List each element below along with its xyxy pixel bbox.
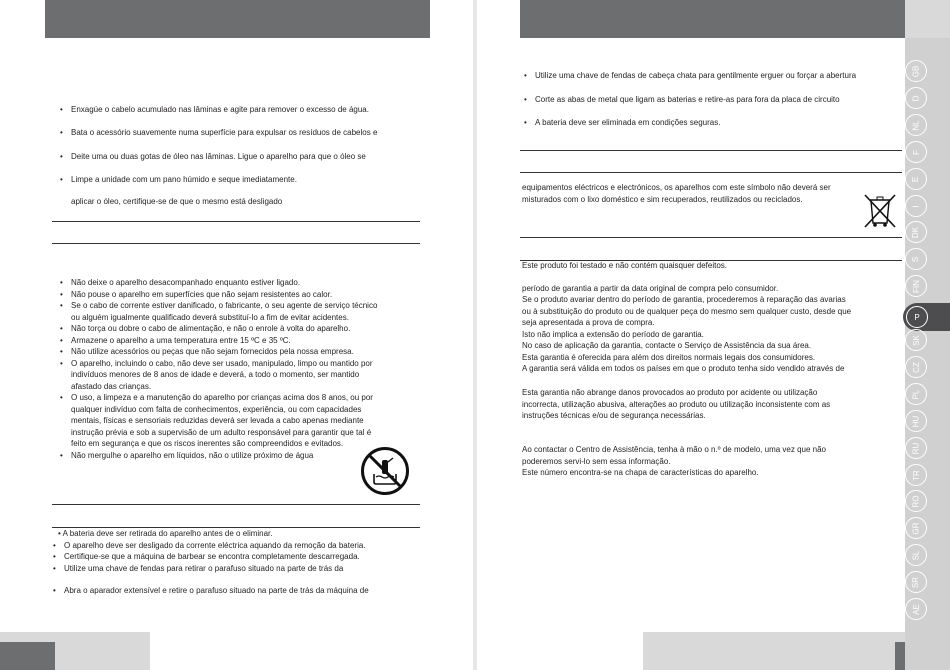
language-tab-label: I: [911, 204, 921, 208]
safety-line: mentais, físicas e sensoriais reduzidas deverá ser levada a cabo apenas mediante: [71, 416, 364, 425]
language-tab-hu[interactable]: [905, 410, 927, 432]
language-tab-label: RO: [911, 495, 921, 507]
language-tab-d[interactable]: [905, 87, 927, 109]
safety-line: • Armazene o aparelho a uma temperatura entre 15 ºC e 35 ºC.: [71, 335, 291, 347]
language-tab-label: SR: [911, 576, 921, 588]
language-tab-e[interactable]: [905, 168, 927, 190]
language-tab-tr[interactable]: [905, 464, 927, 486]
left-page-number-block: [0, 642, 55, 670]
language-tab-label: SL: [911, 550, 921, 560]
safety-line: ou alguém igualmente qualificado deverá substituí-lo a fim de evitar acidentes.: [71, 313, 349, 322]
language-tab-gr[interactable]: [905, 517, 927, 539]
warranty-line: período de garantia a partir da data original de compra pelo consumidor.: [522, 284, 779, 293]
battery-line: • Utilize uma chave de fendas de cabeça chata para gentilmente erguer ou forçar a abertura: [535, 70, 856, 82]
battery-line: • Certifique-se que a máquina de barbear se encontra completamente descarregada.: [64, 551, 360, 563]
language-tab-dk[interactable]: [905, 221, 927, 243]
language-tab-label: CZ: [911, 361, 921, 373]
cleaning-bullet: • Deite uma ou duas gotas de óleo nas lâminas. Ligue o aparelho para que o óleo se: [71, 151, 366, 163]
language-tab-label: TR: [911, 469, 921, 481]
safety-line: instrução prévia e sob a supervisão de um adulto responsável para garantir que tal é: [71, 428, 372, 437]
warranty-line: instruções técnicas e/ou de segurança necessárias.: [522, 411, 706, 420]
warranty-line: Isto não implica a extensão do período de garantia.: [522, 330, 704, 339]
cleaning-bullet: • Enxagúe o cabelo acumulado nas lâminas e agite para remover o excesso de água.: [71, 104, 369, 116]
safety-line: • O aparelho, incluindo o cabo, não deve ser usado, manipulado, limpo ou mantido por: [71, 358, 373, 370]
language-tab-label: S: [911, 256, 921, 262]
safety-line: • Se o cabo de corrente estiver danificado, o fabricante, o seu agente de serviço técnico: [71, 300, 377, 312]
battery-line: • Corte as abas de metal que ligam as baterias e retire-as para fora da placa de circuito: [535, 94, 840, 106]
warranty-line: ou à substituição do produto ou de qualquer peça do mesmo sem qualquer custo, desde que: [522, 307, 852, 316]
language-tab-label: HU: [911, 415, 921, 427]
safety-line: • Não torça ou dobre o cabo de alimentação, e não o enrole à volta do aparelho.: [71, 323, 350, 335]
safety-line: feito em segurança e que os riscos inerentes são compreendidos e evitados.: [71, 439, 344, 448]
language-tab-label: FIN: [911, 279, 921, 293]
warranty-line: poderemos servi-lo sem essa informação.: [522, 457, 671, 466]
language-tab-label: GB: [911, 65, 921, 77]
right-footer-bar: [643, 632, 905, 670]
language-tab-nl[interactable]: [905, 114, 927, 136]
warranty-line: No caso de aplicação da garantia, contacte o Serviço de Assistência da sua área.: [522, 341, 812, 350]
section-rule: [52, 243, 420, 244]
page-gutter: [473, 0, 477, 670]
safety-line: afastado das crianças.: [71, 382, 152, 391]
right-header-bar: [520, 0, 905, 38]
warranty-line: Esta garantia não abrange danos provocados ao produto por acidente ou utilização: [522, 388, 818, 397]
section-rule: [520, 172, 902, 173]
language-tab-f[interactable]: [905, 141, 927, 163]
language-tab-label: GR: [911, 522, 921, 534]
language-tab-i[interactable]: [905, 195, 927, 217]
weee-line: equipamentos eléctricos e electrónicos, os aparelhos com este símbolo não deverá ser: [522, 183, 831, 192]
battery-line-lead: • A bateria deve ser retirada do aparelho antes de o eliminar.: [58, 529, 273, 538]
language-tab-p[interactable]: [906, 306, 928, 328]
safety-line: • Não deixe o aparelho desacompanhado enquanto estiver ligado.: [71, 277, 300, 289]
battery-line: A bateria deve ser retirada do aparelho antes de o eliminar.: [62, 529, 273, 538]
language-tab-sr[interactable]: [905, 571, 927, 593]
warranty-line: Este produto foi testado e não contém quaisquer defeitos.: [522, 261, 728, 270]
section-rule: [52, 221, 420, 222]
language-tab-fin[interactable]: [905, 275, 927, 297]
battery-line: • Utilize uma chave de fendas para retirar o parafuso situado na parte de trás da: [64, 563, 343, 575]
language-tab-label: E: [911, 176, 921, 182]
language-tab-label: P: [914, 312, 920, 322]
language-tab-label: RU: [911, 442, 921, 454]
safety-line: • Não mergulhe o aparelho em líquidos, não o utilize próximo de água: [71, 450, 313, 462]
battery-line: • O aparelho deve ser desligado da corrente eléctrica aquando da remoção da bateria.: [64, 540, 366, 552]
language-tab-sk[interactable]: [905, 329, 927, 351]
warranty-line: Ao contactar o Centro de Assistência, tenha à mão o n.º de modelo, uma vez que não: [522, 445, 826, 454]
safety-line: • O uso, a limpeza e a manutenção do aparelho por crianças acima dos 8 anos, ou por: [71, 392, 373, 404]
language-tab-label: DK: [911, 226, 921, 238]
warranty-line: A garantia será válida em todos os países em que o produto tenha sido vendido através de: [522, 364, 845, 373]
cleaning-bullet: • Limpe a unidade com um pano húmido e seque imediatamente.: [71, 174, 297, 186]
warranty-line: seja apresentada a prova de compra.: [522, 318, 655, 327]
warranty-line: incorrecta, utilização abusiva, alterações ao produto ou utilização inconsistente com as: [522, 400, 831, 409]
safety-line: • Não pouse o aparelho em superfícies que não sejam resistentes ao calor.: [71, 289, 332, 301]
language-tab-s[interactable]: [905, 248, 927, 270]
language-tab-cz[interactable]: [905, 356, 927, 378]
language-tab-sl[interactable]: [905, 544, 927, 566]
language-tab-label: F: [911, 149, 921, 155]
crossed-bin-icon: [860, 192, 900, 230]
language-tab-ae[interactable]: [905, 598, 927, 620]
warranty-line: Se o produto avariar dentro do período de garantia, procederemos à reparação das avarias: [522, 295, 846, 304]
safety-line: qualquer indivíduo com falta de conhecimentos, experiência, ou com capacidades: [71, 405, 362, 414]
left-header-bar: [45, 0, 430, 38]
warranty-line: Esta garantia é oferecida para além dos direitos normais legais dos consumidores.: [522, 353, 816, 362]
language-tab-pl[interactable]: [905, 383, 927, 405]
cleaning-note: aplicar o óleo, certifique-se de que o mesmo está desligado: [71, 197, 283, 206]
language-tab-label: NL: [911, 119, 921, 131]
safety-line: indivíduos menores de 8 anos de idade e deverá, a todo o momento, ser mantido: [71, 370, 360, 379]
section-rule: [520, 150, 902, 151]
language-tab-ru[interactable]: [905, 437, 927, 459]
no-water-immersion-icon: [360, 446, 410, 496]
warranty-line: Este número encontra-se na chapa de características do aparelho.: [522, 468, 759, 477]
battery-line: • Abra o aparador extensível e retire o parafuso situado na parte de trás da máquina de: [64, 585, 369, 597]
language-tab-label: SK: [911, 334, 921, 346]
section-rule: [520, 237, 902, 238]
section-rule: [52, 504, 420, 505]
battery-line: • A bateria deve ser eliminada em condições seguras.: [535, 117, 720, 129]
language-tab-label: PL: [911, 389, 921, 399]
weee-line: misturados com o lixo doméstico e sim recuperados, reutilizados ou reciclados.: [522, 195, 803, 204]
cleaning-bullet: • Bata o acessório suavemente numa superfície para expulsar os resíduos de cabelos e: [71, 127, 377, 139]
language-tab-label: D: [911, 95, 921, 101]
safety-line: • Não utilize acessórios ou peças que não sejam fornecidos pela nossa empresa.: [71, 346, 354, 358]
language-tab-gb[interactable]: [905, 60, 927, 82]
language-tab-label: AE: [911, 603, 921, 615]
language-tab-ro[interactable]: [905, 490, 927, 512]
